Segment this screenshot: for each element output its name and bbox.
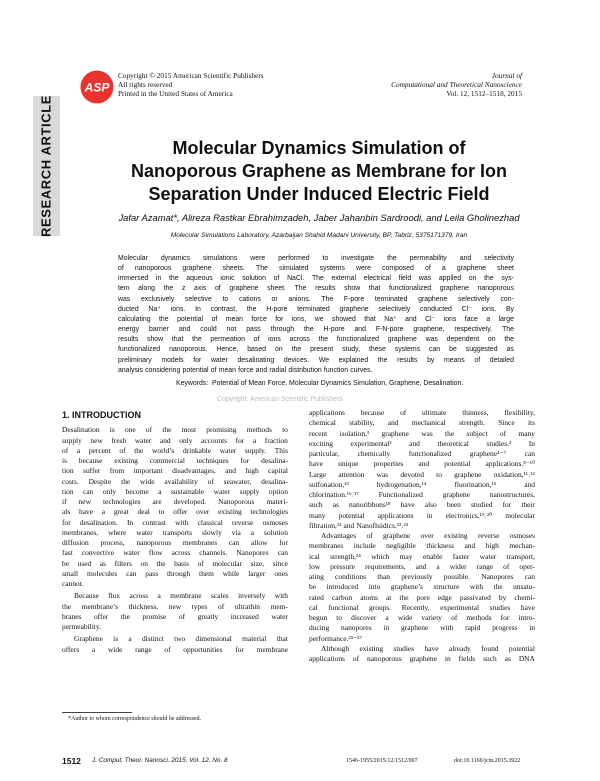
journal-of: Journal of — [491, 71, 522, 80]
abstract-line: results show that the permeation of ions across the functionalized graphene was dependent on the — [118, 336, 514, 344]
text-line: low pressure requirements, and a wider range of oper- — [309, 561, 535, 571]
text-line: supply new fresh water and only accounts for a fraction — [62, 435, 288, 445]
left-column-text — [62, 425, 288, 655]
text-line: als have a great deal to offer over existing technologies — [62, 507, 288, 517]
authors: Jafar Azamat*, Alireza Rastkar Ebrahimzadeh, Jaber Jahanbin Sardroodi, and Leila Gholinezhad — [118, 212, 520, 223]
asp-logo-icon — [80, 70, 114, 104]
footer-journal-ref: J. Comput. Theor. Nanosci. 2015, Vol. 12, No. 8 — [92, 757, 228, 764]
text-line: applications of nanoporous graphene in fields such as DNA — [309, 654, 535, 663]
text-line: ducing nanopores in graphene with rapid progress in — [309, 623, 535, 633]
text-line: Advantages of graphene over existing reverse osmoses — [321, 531, 535, 540]
text-line: Because flux across a membrane scales inversely with — [74, 591, 288, 601]
logo-text: ASP — [84, 80, 110, 95]
text-line: Large attention was devoted to graphene oxidation,¹¹˒¹² — [309, 469, 535, 479]
text-line: exciting experimental² and theoretical studies.³ In — [309, 438, 535, 448]
text-line: membranes, where water transports slowly via a solution — [62, 527, 288, 537]
text-line: costs. Despite the wide availability of seawater, desalina- — [62, 476, 288, 486]
abstract-line: analysis considering potential of mean force and radial distribution function curves. — [118, 366, 373, 374]
text-line: have unique properties and potential applications.⁸⁻¹⁰ — [309, 459, 535, 469]
research-article-label: RESEARCH ARTICLE — [38, 94, 54, 238]
watermark: Copyright: American Scientific Publishers — [217, 396, 343, 403]
affiliation: Molecular Simulations Laboratory, Azarbaijan Shahid Madani University, BP, Tabriz, 5375171379, Iran — [170, 232, 468, 239]
text-line: be used as filters on the basis of molecular size, since — [62, 558, 288, 568]
title-line: Nanoporous Graphene as Membrane for Ion — [130, 161, 508, 181]
text-line: ical strength,²⁴ which may enable faster water transport, — [309, 551, 535, 561]
text-line: fast convective water flow across channels. Nanopores can — [62, 548, 288, 558]
abstract-line: preliminary models for water desalinating devices. We explained the results by means of detailed — [118, 356, 514, 364]
text-line: particular, chemically functionalized graphene⁴⁻⁷ can — [309, 449, 535, 458]
title-line: Molecular Dynamics Simulation of — [172, 138, 466, 158]
rights-line: All rights reserved — [118, 80, 173, 90]
keywords-text: Potential of Mean Force, Molecular Dynamics Simulation, Graphene, Desalination. — [212, 380, 464, 387]
text-line: chlorination.¹⁶˒¹⁷ Functionalized graphene nanostructures, — [309, 490, 535, 499]
journal-name: Computational and Theoretical Nanoscience — [391, 79, 522, 89]
text-line: applications because of ultimate thinness, flexibility, — [309, 408, 535, 417]
text-line: small molecules can pass through them while larger ones — [62, 568, 288, 578]
abstract — [118, 254, 514, 376]
text-line: ating conditions than previously possible. Nanopores can — [309, 572, 535, 581]
right-column — [309, 408, 535, 664]
abstract-line: tem along the z axis of graphene sheet. The results show that functionalized graphene nanoporous — [118, 285, 514, 293]
abstract-line: functionalized nanoporous. Hence, based on the present study, these systems can be suggested as — [118, 346, 514, 354]
text-line: Although existing studies have already found potential — [321, 643, 535, 653]
page-number: 1512 — [62, 756, 81, 766]
text-line: branes offer the promise of greatly increased water — [62, 611, 288, 621]
text-line: rated carbon atoms at the pore edge passivated by chemi- — [309, 592, 535, 602]
text-line: cannot. — [62, 579, 84, 588]
text-line: such as nanoribbons¹⁸ have also been studied for their — [309, 500, 535, 510]
text-line: sulfonation,¹³ hydrogenation,¹⁴ fluorination,¹⁵ and — [309, 479, 535, 489]
keywords-label: Keywords: — [176, 380, 209, 387]
text-line: tion can only become a sustainable water supply option — [62, 486, 288, 496]
left-column — [62, 408, 288, 655]
footnote-rule — [62, 712, 132, 713]
text-line: recent isolation,¹ graphene was the subject of many — [309, 428, 535, 438]
journal-volume: Vol. 12, 1512–1518, 2015 — [446, 88, 522, 98]
text-line: many potential applications in electronics,¹⁹˒²⁰ molecular — [309, 510, 535, 520]
printed-line: Printed in the United States of America — [118, 89, 233, 99]
text-line: tion suffer from important disadvantages, and high capital — [62, 466, 288, 476]
text-line: membranes include negligible thickness and high mechan- — [309, 541, 535, 551]
text-line: diffusion process, nanoporous membranes can allow for — [62, 538, 288, 547]
abstract-line: Molecular dynamics simulations were performed to investigate the permeability and selectivity — [118, 255, 514, 262]
abstract-line: ducted Na⁺ ions. In contrast, the H-pore terminated graphene selectively conducted Cl⁻ ions. By — [118, 305, 514, 313]
right-column-text — [309, 408, 535, 664]
text-line: for desalination. In contrast with classical reverse osmoses — [62, 517, 288, 527]
text-line: chemical stability, and mechanical strength. Since its — [309, 418, 535, 428]
footer-doi: doi:10.1166/jctn.2015.3922 — [454, 758, 521, 764]
text-line: the membrane’s thickness, new types of ultrathin mem- — [62, 601, 288, 611]
journal-info — [391, 72, 522, 98]
title-line: Separation Under Induced Electric Field — [148, 184, 490, 204]
text-line: offers a wide range of opportunities for membrane — [62, 644, 288, 654]
abstract-line: of nanoporous graphene sheets. The simulated systems were composed of a graphene sheet — [118, 265, 514, 273]
text-line: filtration,²¹ and Nanofluidics.²²˒²³ — [309, 520, 409, 530]
copyright-block — [118, 71, 264, 99]
keywords — [176, 380, 512, 387]
copyright-line: Copyright © 2015 American Scientific Publishers — [118, 71, 264, 80]
footnote: *Author to whom correspondence should be addressed. — [68, 716, 202, 722]
text-line: be introduced into graphene’s structure with the unsatu- — [309, 582, 535, 592]
abstract-line: energy barrier and could not pass through the H-pore and F-N-pore graphene, respectively. The — [118, 326, 514, 334]
text-line: performance.²⁵⁻²⁷ — [309, 633, 363, 643]
article-title — [110, 137, 528, 206]
abstract-line: immersed in the aqueous ionic solution of NaCl. The external electrical field was applied on the sys- — [118, 275, 514, 283]
text-line: is because existing commercial techniques for desalina- — [62, 456, 288, 465]
page-footer — [0, 756, 600, 770]
footer-issn: 1546-1955/2015/12/1512/007 — [346, 758, 418, 764]
text-line: cal functional groups. Recently, experimental studies have — [309, 602, 535, 612]
text-line: if new technologies are developed. Nanoporous materi- — [62, 497, 288, 506]
text-line: permeability. — [62, 622, 101, 631]
text-line: Graphene is a distinct two dimensional material that — [74, 634, 288, 644]
section-heading: 1. INTRODUCTION — [62, 410, 142, 420]
text-line: begun to discover a wide variety of methods for intro- — [309, 613, 535, 622]
abstract-line: was exclusively selective to cations or anions. The F-pore terminated graphene selectively con- — [118, 295, 514, 303]
text-line: of a percent of the world’s drinkable water supply. This — [62, 445, 288, 455]
text-line: Desalination is one of the most promising methods to — [62, 425, 288, 435]
abstract-line: calculating the potential of mean force for ions, we showed that Na⁺ and Cl⁻ ions face a large — [118, 315, 514, 323]
